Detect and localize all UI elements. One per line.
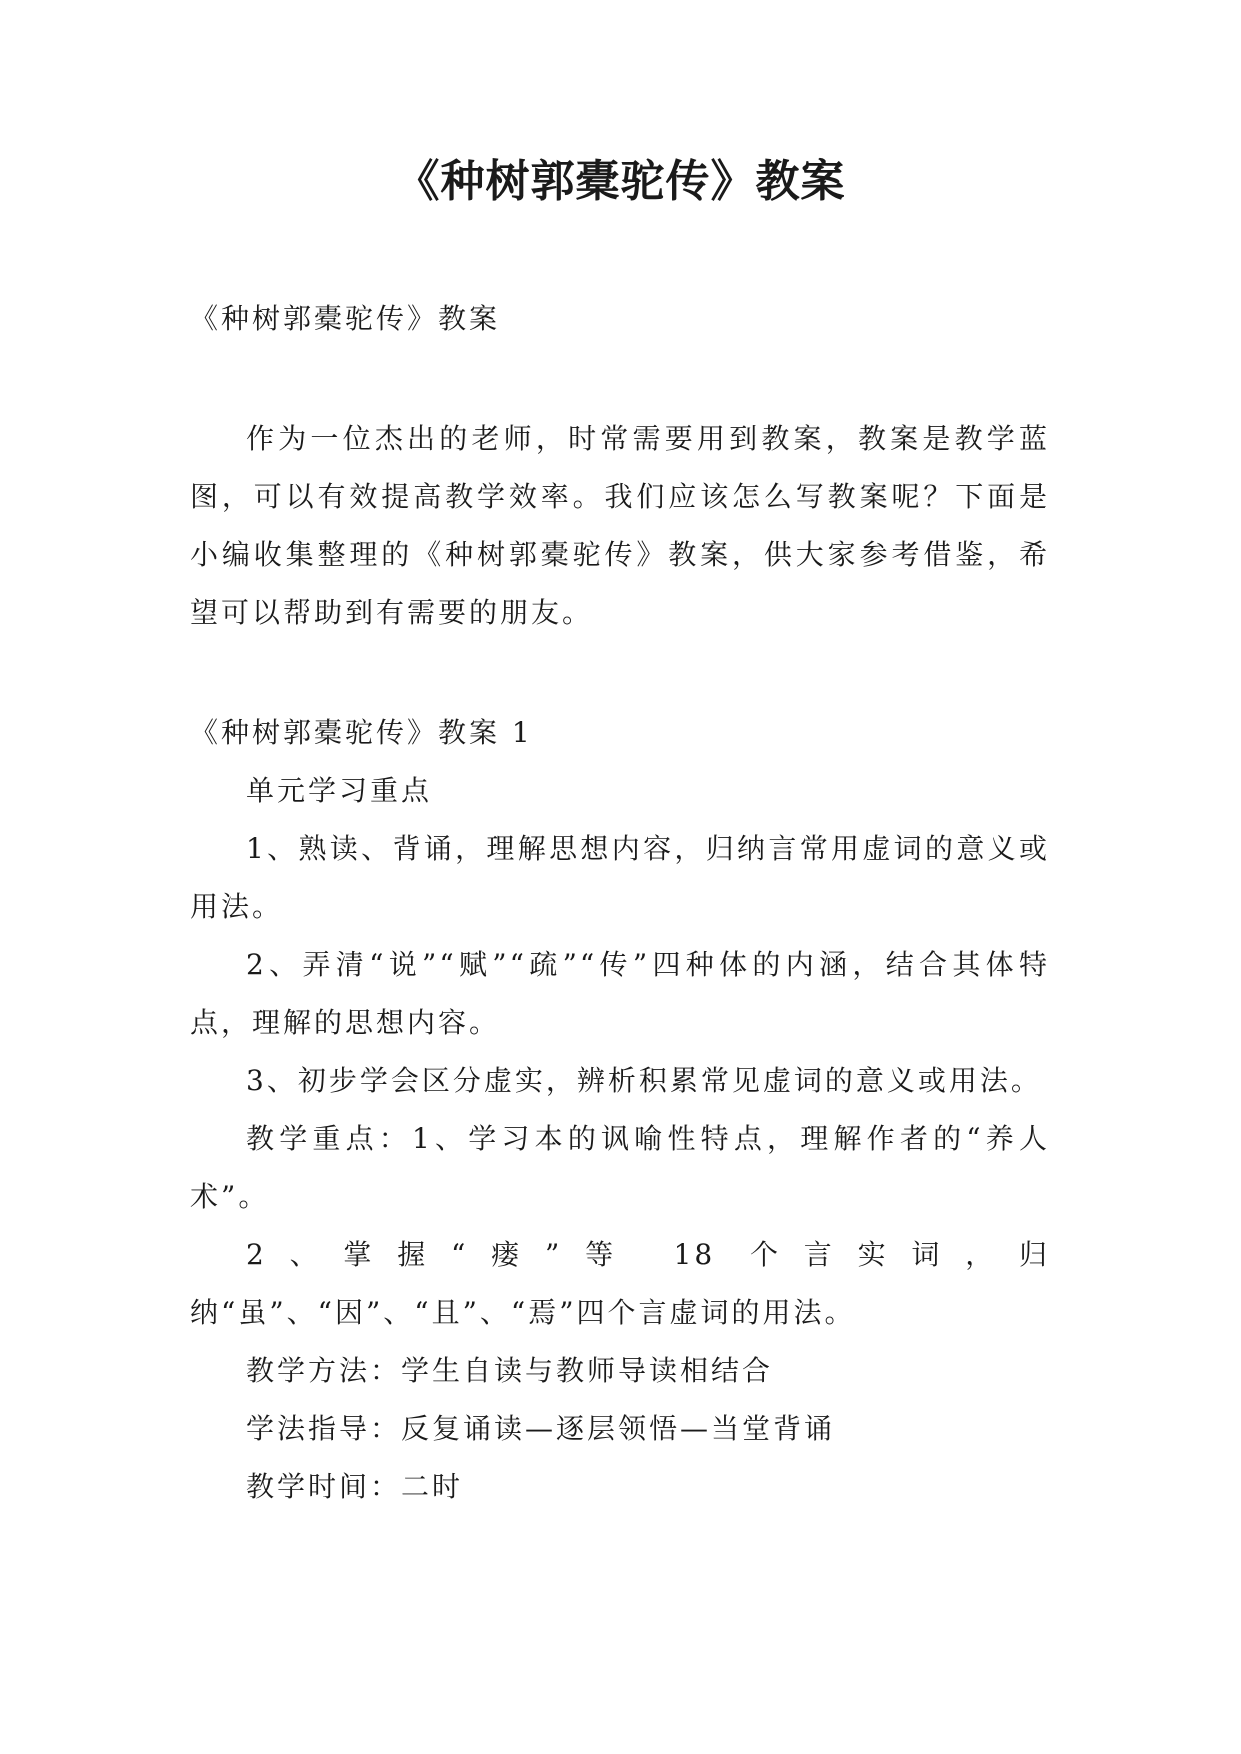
- study-guidance: 学法指导：反复诵读—逐层领悟—当堂背诵: [246, 1412, 836, 1445]
- intro-paragraph: 作为一位杰出的老师，时常需要用到教案，教案是教学蓝图，可以有效提高教学效率。我们应该怎么写教案呢？下面是小编收集整理的《种树郭橐驼传》教案，供大家参考借鉴，希望可以帮助到有需要的朋友。: [190, 422, 1050, 629]
- teaching-method: 教学方法：学生自读与教师导读相结合: [246, 1354, 774, 1387]
- document-body: [190, 290, 1050, 1516]
- point-item-1: 1、熟读、背诵，理解思想内容，归纳言常用虚词的意义或用法。: [190, 832, 1050, 923]
- unit-heading: 单元学习重点: [246, 774, 433, 807]
- document-title: 《种树郭橐驼传》教案: [395, 156, 846, 207]
- document-subtitle: 《种树郭橐驼传》教案: [190, 302, 501, 335]
- point-item-3: 3、初步学会区分虚实，辨析积累常见虚词的意义或用法。: [246, 1064, 1042, 1097]
- section-heading: 《种树郭橐驼传》教案 1: [190, 716, 533, 749]
- teaching-time: 教学时间：二时: [246, 1470, 464, 1503]
- teaching-focus-1: 教学重点：1、学习本的讽喻性特点，理解作者的“养人术”。: [190, 1122, 1050, 1213]
- teaching-focus-2: 2、掌握“瘘”等 18 个言实词，归纳“虽”、“因”、“且”、“焉”四个言虚词的用法。: [190, 1238, 1050, 1329]
- point-item-2: 2、弄清“说”“赋”“疏”“传”四种体的内涵，结合其体特点，理解的思想内容。: [190, 948, 1050, 1039]
